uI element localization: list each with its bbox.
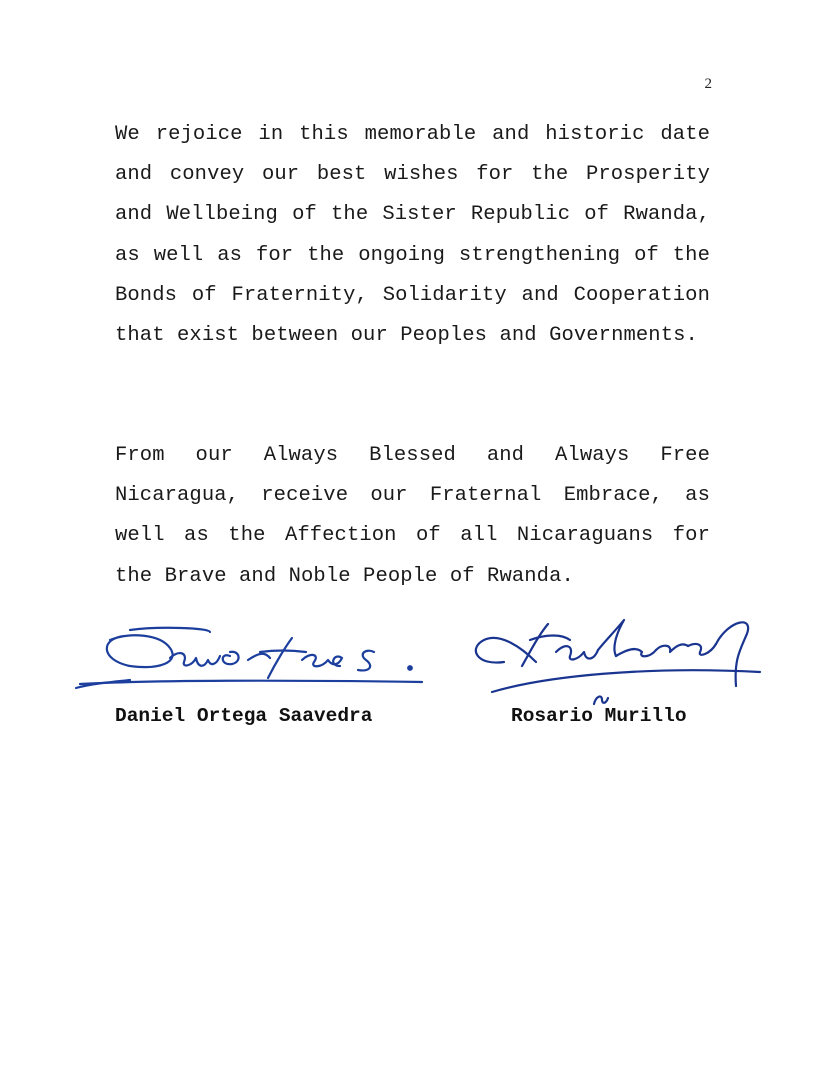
- page-number: 2: [704, 76, 712, 92]
- signature-rosario-murillo: [466, 600, 766, 710]
- body-paragraph-2: From our Always Blessed and Always Free Nicaragua, receive our Fraternal Embrace, as well as the Affection of all Nicaraguans for the Brave and Noble People of Rwanda.: [115, 444, 710, 588]
- body-paragraph-1: We rejoice in this memorable and historic date and convey our best wishes for the Prosperity and Wellbeing of the Sister Republic of Rwanda, as well as for the ongoing strengthening of the Bonds of Fraternity, Solidarity and Cooperation that exist between our Peoples and Governments.: [115, 123, 710, 348]
- signer-name-1: Daniel Ortega Saavedra: [115, 705, 373, 727]
- signature-daniel-ortega: [70, 622, 430, 694]
- signer-name-2: Rosario Murillo: [511, 705, 687, 727]
